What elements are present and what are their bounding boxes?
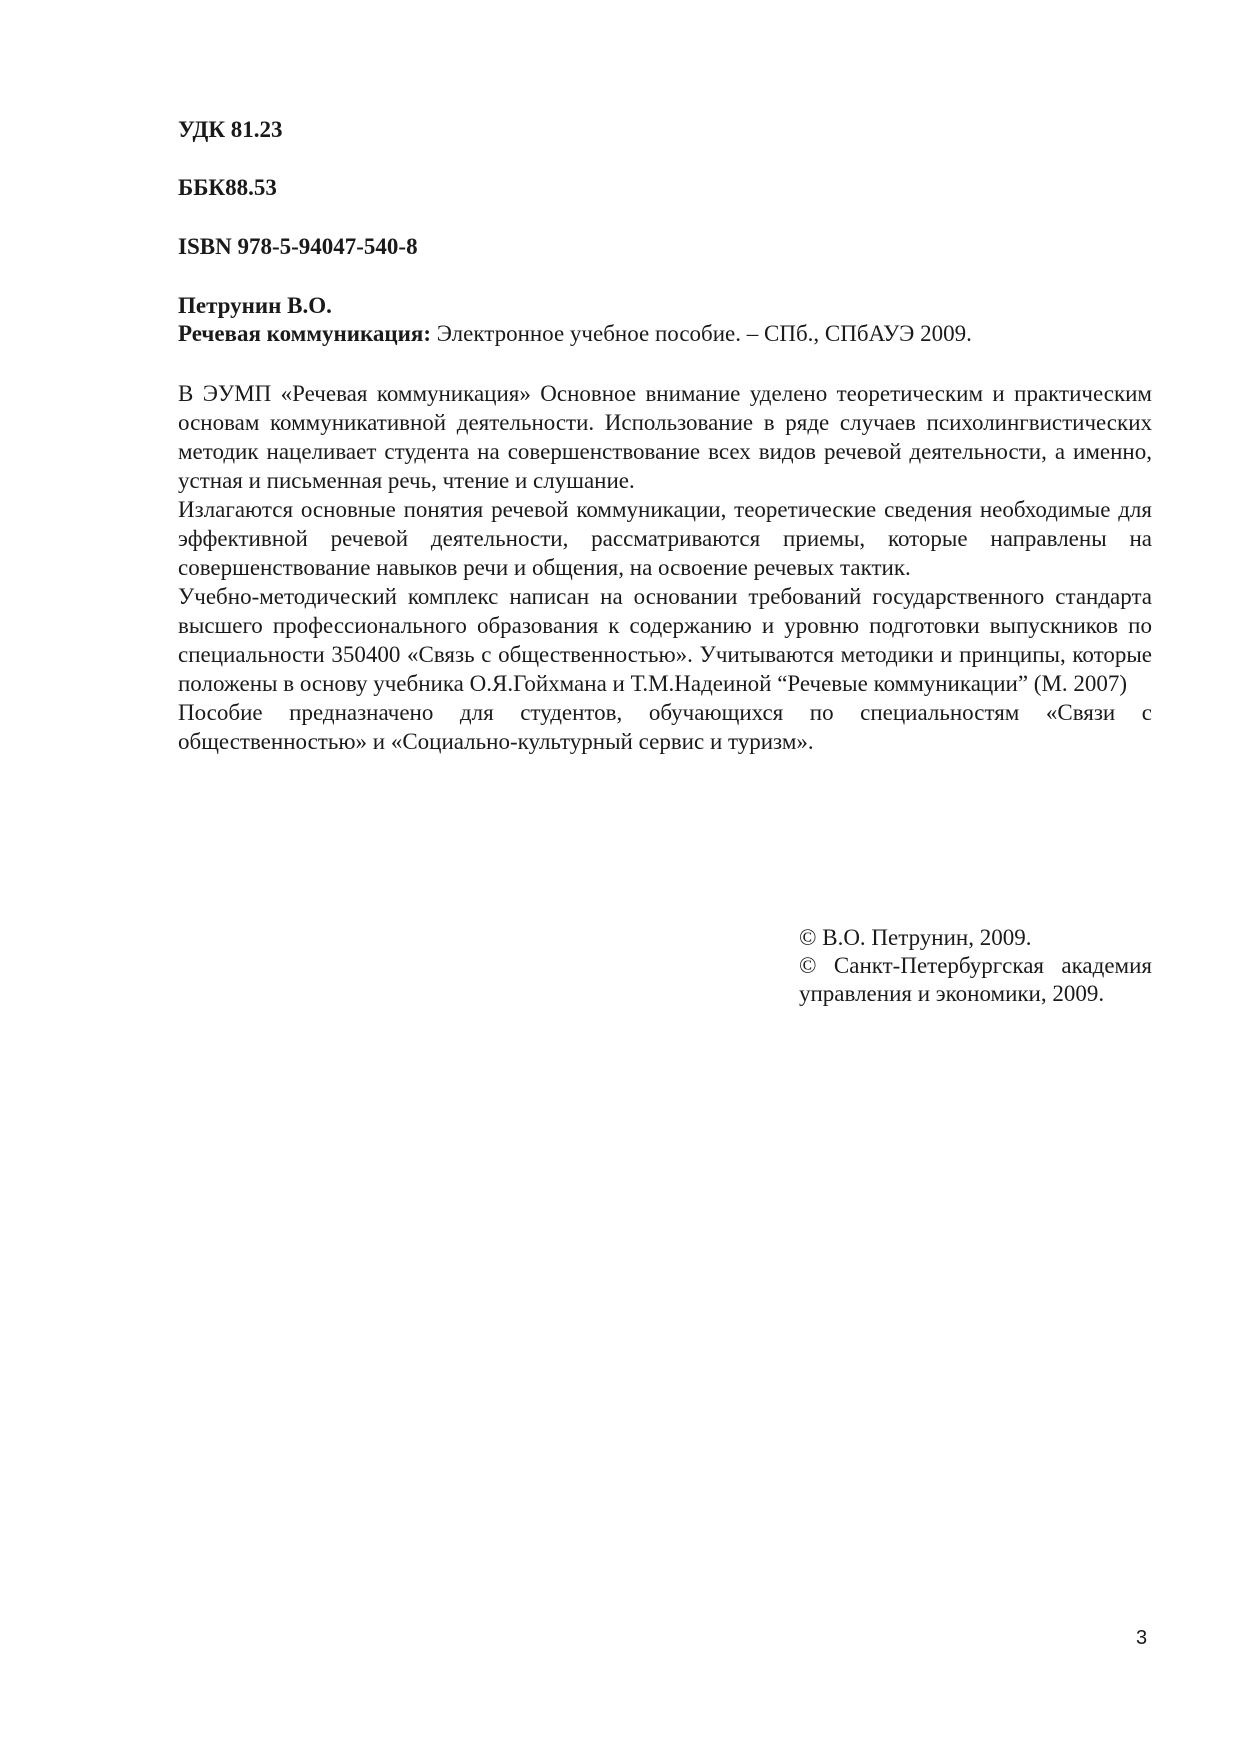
book-title: Речевая коммуникация: [178,321,432,346]
copyright-block [799,924,1152,1008]
udk-code: УДК 81.23 [178,117,283,142]
abstract-paragraph-4: Пособие предназначено для студентов, обучающихся по специальностям «Связи с общественностью» и «Социально-культурный сервис и туризм». [178,700,1152,754]
book-publication-info: Электронное учебное пособие. – СПб., СПбАУЭ 2009. [431,321,972,346]
author-name: Петрунин В.О. [178,293,332,318]
copyright-author: © В.О. Петрунин, 2009. [799,925,1032,950]
bbk-code: ББК88.53 [178,175,277,200]
abstract-paragraph-1: В ЭУМП «Речевая коммуникация» Основное внимание уделено теоретическим и практическим основам коммуникативной деятельности. Использование в ряде случаев психолингвистических методик нацеливает студента на совершенствование всех видов речевой деятельности, а именно, устная и письменная речь, чтение и слушание. [178,381,1152,493]
copyright-institution: © Санкт-Петербургская академия управления и экономики, 2009. [799,953,1152,1006]
abstract-paragraph-2: Излагаются основные понятия речевой коммуникации, теоретические сведения необходимые для эффективной речевой деятельности, рассматриваются приемы, которые направлены на совершенствование навыков речи и общения, на освоение речевых тактик. [178,497,1152,580]
book-title-line [178,320,972,348]
citation-block [178,292,972,348]
abstract [178,379,1152,756]
abstract-paragraph-3: Учебно-методический комплекс написан на основании требований государственного стандарта высшего профессионального образования к содержанию и уровню подготовки выпускников по специальности 350400 «Связь с общественностью». Учитываются методики и принципы, которые положены в основу учебника О.Я.Гойхмана и Т.М.Надеиной “Речевые коммуникации” (М. 2007) [178,584,1152,696]
isbn-code: ISBN 978-5-94047-540-8 [178,234,418,259]
page-number: 3 [1136,1627,1148,1649]
